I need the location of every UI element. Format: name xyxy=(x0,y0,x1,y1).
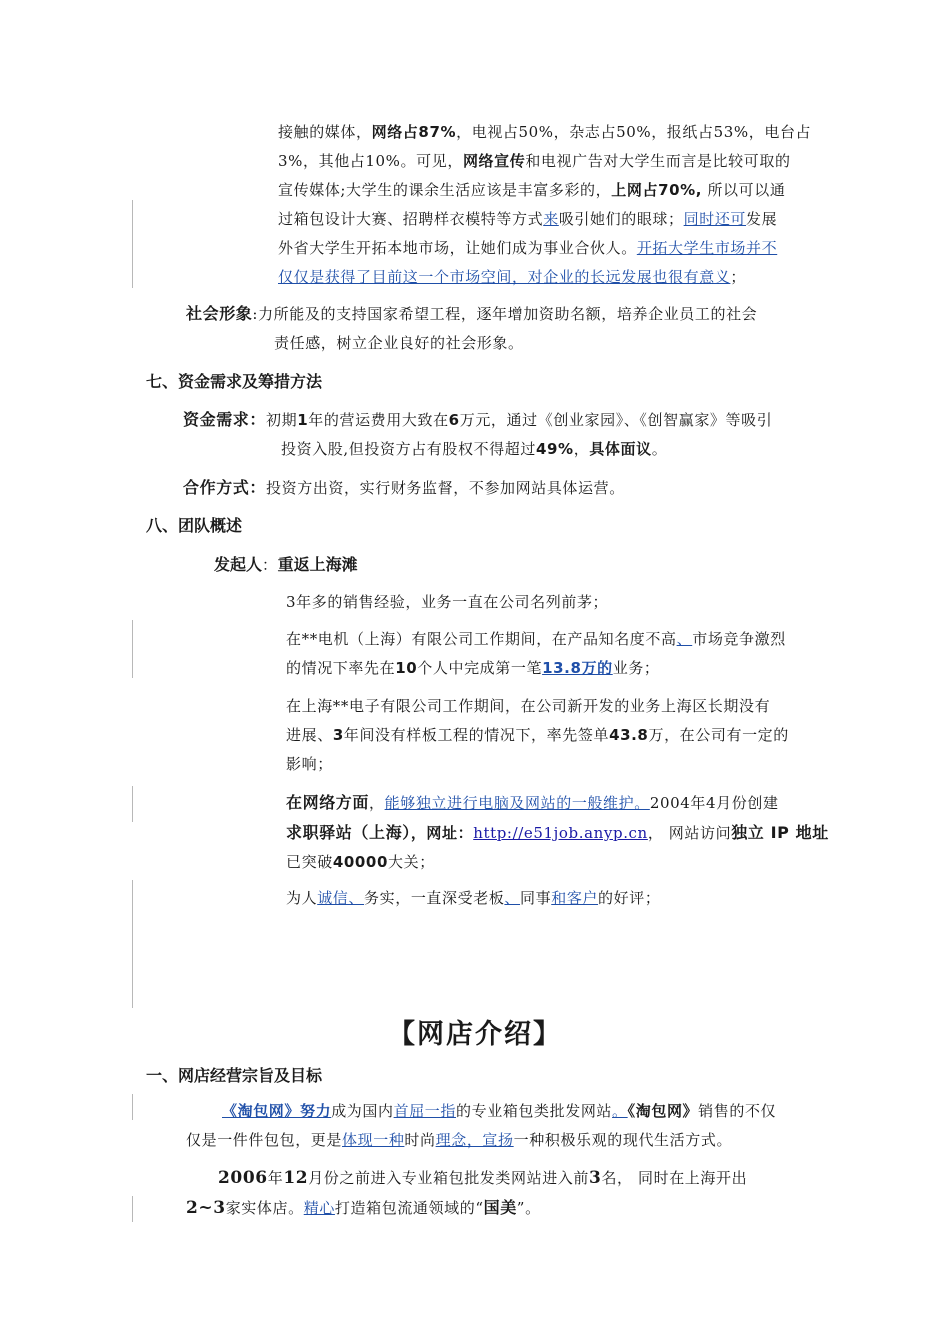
media-line-3: 宣传媒体;大学生的课余生活应该是丰富多彩的，上网占70%, 所以可以通 xyxy=(278,181,786,199)
media-paragraph xyxy=(278,118,818,292)
media-line-5: 外省大学生开拓本地市场，让她们成为事业合伙人。开拓大学生市场并不 xyxy=(278,239,778,257)
inline-link[interactable]: 体现一种 xyxy=(342,1131,405,1149)
media-line-2: 3%，其他占10%。可见，网络宣传和电视广告对大学生而言是比较可取的 xyxy=(278,152,791,170)
cooperation-label: 合作方式： xyxy=(183,478,267,497)
margin-change-bar xyxy=(132,1094,133,1120)
inline-link[interactable]: 、 xyxy=(504,889,521,907)
team-paragraph-3: 在上海**电子有限公司工作期间，在公司新开发的业务上海区长期没有 进展、3年间没有样板工程的情况下，率先签单43.8万，在公司有一定的 影响； xyxy=(286,697,789,773)
margin-change-bar xyxy=(132,620,133,678)
margin-change-bar xyxy=(132,200,133,288)
inline-link[interactable]: 13.8万的 xyxy=(542,659,613,677)
inline-link[interactable]: 和客户 xyxy=(551,889,599,907)
margin-change-bar xyxy=(132,786,133,822)
team-paragraph-2: 在**电机（上海）有限公司工作期间，在产品知名度不高、市场竞争激烈 的情况下率先在10个人中完成第一笔13.8万的业务； xyxy=(286,630,786,677)
margin-change-bar xyxy=(132,1196,133,1222)
media-line-1: 接触的媒体，网络占87%，电视占50%，杂志占50%，报纸占53%，电台占 xyxy=(278,123,812,141)
shop-paragraph-1: 《淘包网》努力成为国内首屈一指的专业箱包类批发网站。《淘包网》销售的不仅 仅是一件件包包，更是体现一种时尚理念，宣扬一种积极乐观的现代生活方式。 xyxy=(186,1102,777,1149)
cooperation-block: 合作方式：投资方出资，实行财务监督，不参加网站具体运营。 xyxy=(183,478,625,497)
funding-label: 资金需求： xyxy=(183,410,267,429)
inline-link[interactable]: 诚信、 xyxy=(317,889,365,907)
founder-name: 重返上海滩 xyxy=(277,555,358,574)
margin-change-bar xyxy=(132,880,133,1008)
team-paragraph-4: 在网络方面，能够独立进行电脑及网站的一般维护。2004年4月份创建 求职驿站（上海），网址：http://e51job.anyp.cn， 网站访问独立 IP 地址 已突破40000大关； xyxy=(286,793,829,871)
team-paragraph-1: 3年多的销售经验，业务一直在公司名列前茅； xyxy=(286,593,609,611)
founder-label: 发起人 xyxy=(214,555,263,574)
shop-paragraph-2: 2006年12月份之前进入专业箱包批发类网站进入前3名， 同时在上海开出 2~3家实体店。精心打造箱包流通领域的“国美”。 xyxy=(186,1168,748,1218)
inline-link[interactable]: 精心 xyxy=(303,1199,335,1217)
inline-link[interactable]: 来 xyxy=(543,210,559,228)
team-paragraph-5: 为人诚信、务实，一直深受老板、同事和客户的好评； xyxy=(286,889,661,907)
inline-link[interactable]: 仅仅是获得了目前这一个市场空间，对企业的长远发展也很有意义 xyxy=(278,268,731,286)
founder-line: 发起人：重返上海滩 xyxy=(214,555,358,574)
social-image-block: 社会形象:力所能及的支持国家希望工程，逐年增加资助名额，培养企业员工的社会 责任感，树立企业良好的社会形象。 xyxy=(186,304,758,352)
inline-link[interactable]: 开拓大学生市场并不 xyxy=(636,239,778,257)
website-url-link[interactable]: http://e51job.anyp.cn xyxy=(473,824,648,842)
inline-link[interactable]: 能够独立进行电脑及网站的一般维护。 xyxy=(384,794,650,812)
inline-link[interactable]: 同时还可 xyxy=(683,210,747,228)
shop-section-1-heading: 一、网店经营宗旨及目标 xyxy=(146,1066,323,1085)
media-line-4: 过箱包设计大赛、招聘样衣模特等方式来吸引她们的眼球；同时还可发展 xyxy=(278,210,778,228)
inline-link[interactable]: 首屈一指 xyxy=(393,1102,457,1120)
section-8-heading: 八、团队概述 xyxy=(146,516,243,535)
inline-link[interactable]: 、 xyxy=(676,630,693,648)
section-7-heading: 七、资金需求及筹措方法 xyxy=(146,372,323,391)
inline-link[interactable]: 理念，宣扬 xyxy=(435,1131,514,1149)
inline-link[interactable]: 。 xyxy=(612,1102,628,1120)
shop-intro-title: 【网店介绍】 xyxy=(388,1019,562,1050)
social-image-label: 社会形象 xyxy=(186,304,253,323)
media-line-6: 仅仅是获得了目前这一个市场空间，对企业的长远发展也很有意义； xyxy=(278,268,747,286)
funding-block: 资金需求：初期1年的营运费用大致在6万元，通过《创业家园》、《创智赢家》等吸引 投资入股,但投资方占有股权不得超过49%，具体面议。 xyxy=(183,410,773,458)
inline-link[interactable]: 《淘包网》努力 xyxy=(222,1102,332,1120)
